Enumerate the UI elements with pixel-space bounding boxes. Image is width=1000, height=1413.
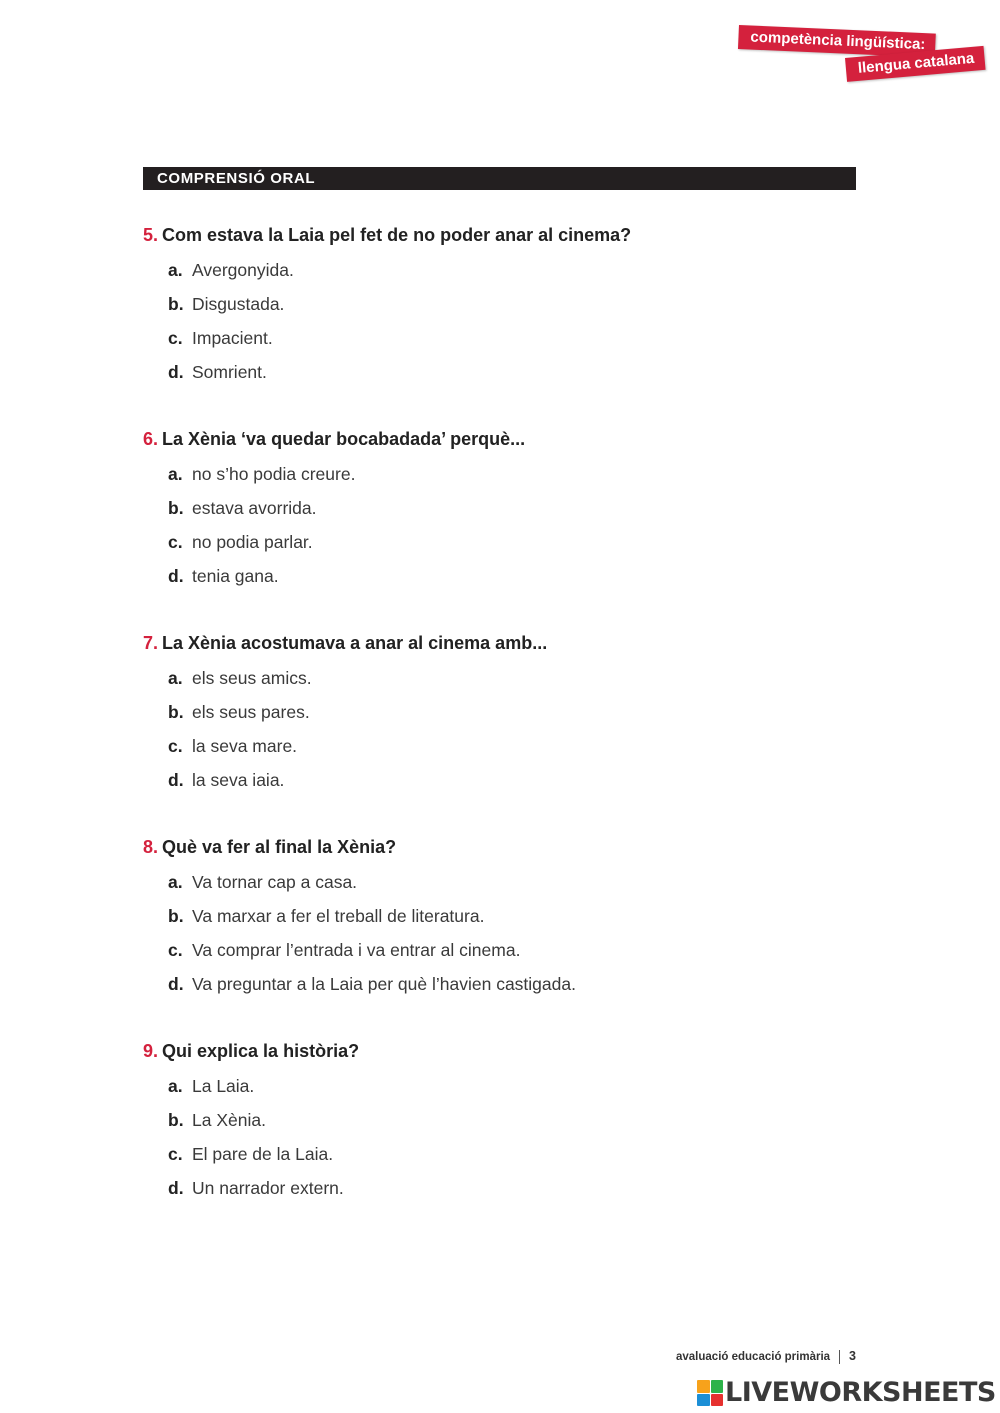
option-a[interactable] — [143, 872, 863, 906]
option-letter: a. — [168, 668, 183, 688]
option-letter: c. — [168, 736, 183, 756]
option-letter: a. — [168, 1076, 183, 1096]
question-text: La Xènia acostumava a anar al cinema amb... — [162, 633, 548, 653]
page-number: 3 — [849, 1349, 856, 1363]
option-d[interactable] — [143, 362, 863, 396]
option-c[interactable] — [143, 328, 863, 362]
question-8 — [143, 836, 863, 1008]
option-letter: b. — [168, 498, 184, 518]
option-text: Un narrador extern. — [192, 1178, 344, 1198]
option-letter: d. — [168, 362, 184, 382]
option-letter: a. — [168, 464, 183, 484]
question-title — [143, 632, 863, 654]
option-letter: c. — [168, 1144, 183, 1164]
option-text: la seva mare. — [192, 736, 298, 756]
question-title — [143, 428, 863, 450]
option-text: La Xènia. — [192, 1110, 266, 1130]
footer-text: avaluació educació primària — [676, 1351, 831, 1363]
options-list — [143, 872, 863, 1008]
option-letter: d. — [168, 770, 184, 790]
option-a[interactable] — [143, 260, 863, 294]
option-d[interactable] — [143, 566, 863, 600]
option-letter: d. — [168, 566, 184, 586]
question-5 — [143, 224, 863, 396]
liveworksheets-logo-icon — [697, 1380, 723, 1406]
option-text: la seva iaia. — [192, 770, 285, 790]
option-b[interactable] — [143, 906, 863, 940]
option-c[interactable] — [143, 1144, 863, 1178]
subject-tag-competence: competència lingüística: — [738, 25, 936, 58]
question-title — [143, 224, 863, 246]
option-b[interactable] — [143, 294, 863, 328]
question-9 — [143, 1040, 863, 1212]
option-b[interactable] — [143, 1110, 863, 1144]
option-letter: d. — [168, 974, 184, 994]
footer-divider — [839, 1350, 840, 1364]
section-title: COMPRENSIÓ ORAL — [143, 167, 856, 190]
option-d[interactable] — [143, 770, 863, 804]
option-text: El pare de la Laia. — [192, 1144, 334, 1164]
logo-square — [697, 1380, 710, 1393]
option-letter: b. — [168, 906, 184, 926]
option-letter: b. — [168, 702, 184, 722]
option-letter: b. — [168, 294, 184, 314]
question-number: 8. — [143, 837, 159, 857]
option-letter: c. — [168, 940, 183, 960]
question-title — [143, 836, 863, 858]
logo-text: LIVEWORKSHEETS — [725, 1377, 996, 1408]
option-text: Somrient. — [192, 362, 267, 382]
option-c[interactable] — [143, 736, 863, 770]
option-d[interactable] — [143, 974, 863, 1008]
option-text: els seus pares. — [192, 702, 310, 722]
option-text: no podia parlar. — [192, 532, 313, 552]
option-letter: a. — [168, 872, 183, 892]
question-text: Com estava la Laia pel fet de no poder anar al cinema? — [162, 225, 632, 245]
option-text: estava avorrida. — [192, 498, 317, 518]
question-number: 6. — [143, 429, 159, 449]
option-text: tenia gana. — [192, 566, 279, 586]
option-text: Va marxar a fer el treball de literatura. — [192, 906, 485, 926]
option-text: Impacient. — [192, 328, 273, 348]
option-letter: a. — [168, 260, 183, 280]
option-text: Avergonyida. — [192, 260, 294, 280]
page-footer — [676, 1348, 856, 1365]
option-text: no s’ho podia creure. — [192, 464, 356, 484]
option-b[interactable] — [143, 498, 863, 532]
question-number: 5. — [143, 225, 159, 245]
logo-square — [711, 1380, 724, 1393]
question-6 — [143, 428, 863, 600]
option-text: Va tornar cap a casa. — [192, 872, 358, 892]
logo-square — [697, 1394, 710, 1407]
option-text: Disgustada. — [192, 294, 285, 314]
option-c[interactable] — [143, 940, 863, 974]
liveworksheets-logo[interactable] — [697, 1378, 996, 1408]
options-list — [143, 260, 863, 396]
option-b[interactable] — [143, 702, 863, 736]
subject-tag-language: llengua catalana — [845, 46, 985, 82]
question-7 — [143, 632, 863, 804]
question-text: Què va fer al final la Xènia? — [162, 837, 397, 857]
option-letter: b. — [168, 1110, 184, 1130]
option-text: Va preguntar a la Laia per què l’havien castigada. — [192, 974, 576, 994]
options-list — [143, 464, 863, 600]
option-text: La Laia. — [192, 1076, 255, 1096]
option-a[interactable] — [143, 464, 863, 498]
question-text: La Xènia ‘va quedar bocabadada’ perquè... — [162, 429, 526, 449]
option-letter: c. — [168, 532, 183, 552]
option-a[interactable] — [143, 668, 863, 702]
options-list — [143, 668, 863, 804]
question-title — [143, 1040, 863, 1062]
options-list — [143, 1076, 863, 1212]
option-letter: c. — [168, 328, 183, 348]
question-text: Qui explica la història? — [162, 1041, 360, 1061]
logo-square — [711, 1394, 724, 1407]
option-a[interactable] — [143, 1076, 863, 1110]
question-number: 9. — [143, 1041, 159, 1061]
option-c[interactable] — [143, 532, 863, 566]
option-text: Va comprar l’entrada i va entrar al cinema. — [192, 940, 521, 960]
option-text: els seus amics. — [192, 668, 312, 688]
question-number: 7. — [143, 633, 159, 653]
option-d[interactable] — [143, 1178, 863, 1212]
option-letter: d. — [168, 1178, 184, 1198]
